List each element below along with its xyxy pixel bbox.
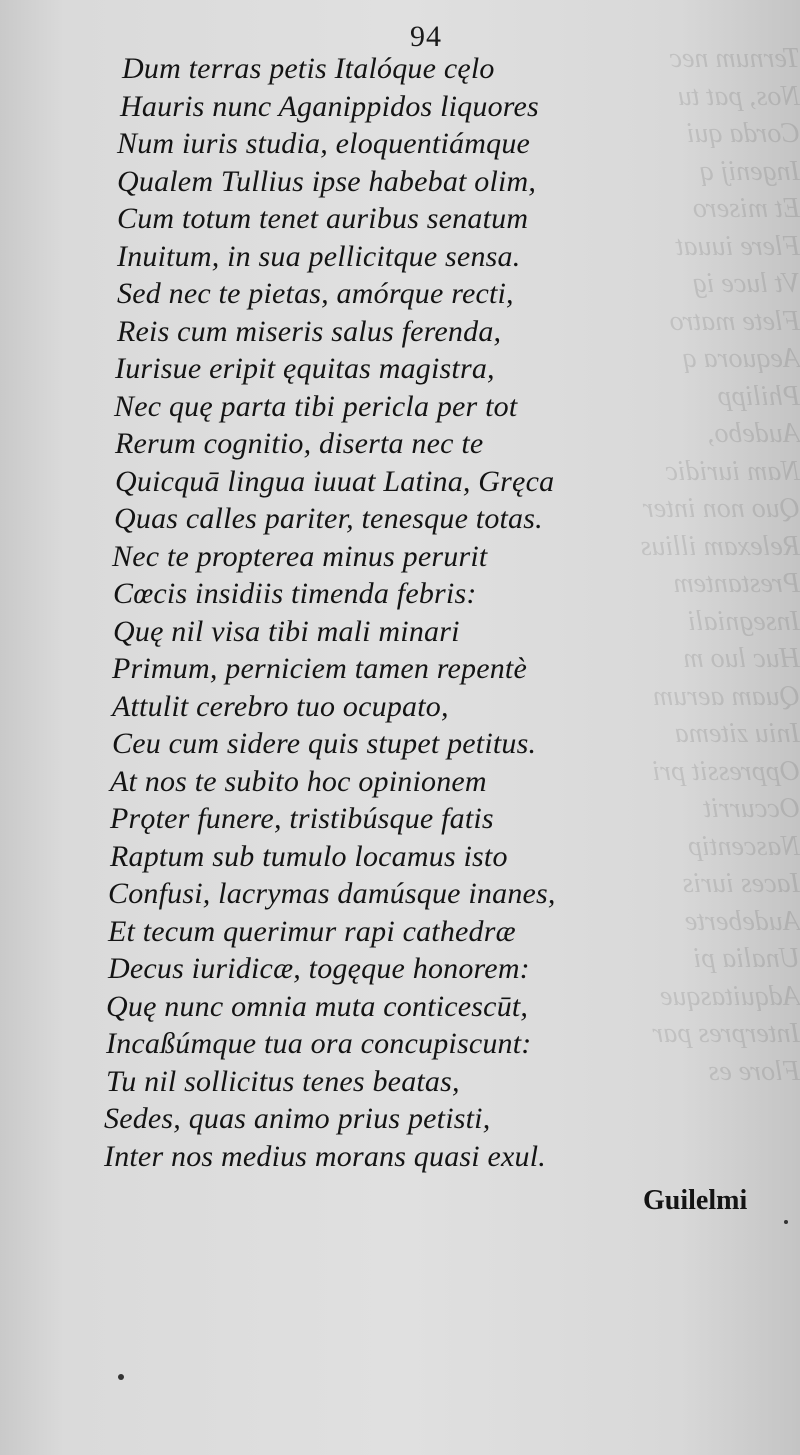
verse-line: Nec quę parta tibi pericla per tot — [114, 389, 518, 423]
verse-line: Decus iuridicæ, togęque honorem: — [108, 952, 530, 985]
ink-speck — [118, 1374, 124, 1380]
verse-line: Sedes, quas animo prius petisti, — [104, 1102, 491, 1135]
verse-line: Num iuris studia, eloquentiámque — [117, 127, 531, 160]
verse-line: Raptum sub tumulo locamus isto — [110, 839, 508, 873]
page-number: 94 — [410, 20, 442, 53]
verse-line: Hauris nunc Aganippidos liquores — [120, 89, 539, 123]
verse-line: Ceu cum sidere quis stupet petitus. — [112, 727, 537, 760]
verse-line: Inter nos medius morans quasi exul. — [104, 1139, 546, 1173]
verse-line: Qualem Tullius ipse habebat olim, — [117, 164, 537, 198]
verse-line: Tu nil sollicitus tenes beatas, — [106, 1064, 460, 1098]
ink-speck — [784, 1220, 788, 1224]
verse-line: Attulit cerebro tuo ocupato, — [112, 689, 449, 723]
catchword: Guilelmi — [643, 1185, 748, 1216]
verse-line: Dum terras petis Italóque cęlo — [122, 52, 495, 85]
verse-line: Cum totum tenet auribus senatum — [117, 202, 529, 235]
verse-line: Nec te propterea minus perurit — [112, 539, 488, 573]
verse-line: Sed nec te pietas, amórque recti, — [117, 277, 514, 310]
verse-line: Quę nunc omnia muta conticescūt, — [106, 989, 529, 1023]
poem-text — [100, 50, 620, 1175]
verse-line: Rerum cognitio, diserta nec te — [115, 427, 484, 460]
verse-line: Quicquā lingua iuuat Latina, Gręca — [115, 464, 555, 498]
verse-line: Primum, perniciem tamen repentè — [112, 652, 527, 685]
verse-line: At nos te subito hoc opinionem — [110, 764, 487, 798]
verse-line: Reis cum miseris salus ferenda, — [117, 314, 502, 348]
verse-line: Incaßúmque tua ora concupiscunt: — [106, 1027, 532, 1060]
verse-line: Cœcis insidiis timenda febris: — [113, 577, 477, 610]
verse-line: Quę nil visa tibi mali minari — [113, 614, 460, 648]
verse-line: Et tecum querimur rapi cathedræ — [108, 914, 516, 948]
verse-line: Confusi, lacrymas damúsque inanes, — [108, 877, 556, 910]
verse-line: Quas calles pariter, tenesque totas. — [114, 502, 543, 535]
verse-line: Inuitum, in sua pellicitque sensa. — [117, 239, 521, 273]
verse-line: Prǫter funere, tristibúsque fatis — [110, 802, 494, 835]
verse-line: Iurisue eripit ęquitas magistra, — [115, 352, 495, 385]
show-through-text: Ternum nec Nos, pat tu Corda qui Ingenij q Et misero Flere iuuat Vt luce ig Flete matro Aequora q Philipp Audebo, Nam iuridic Quo non inter Relexam illius Prestantem Insegniali Huc luo m Quam aerum Iniu zitema Oppressit pri Occurrit Nascentip Iaces iuris Audeberte Unalia pi Adquitasque Interpres par Flore es — [640, 43, 800, 1087]
